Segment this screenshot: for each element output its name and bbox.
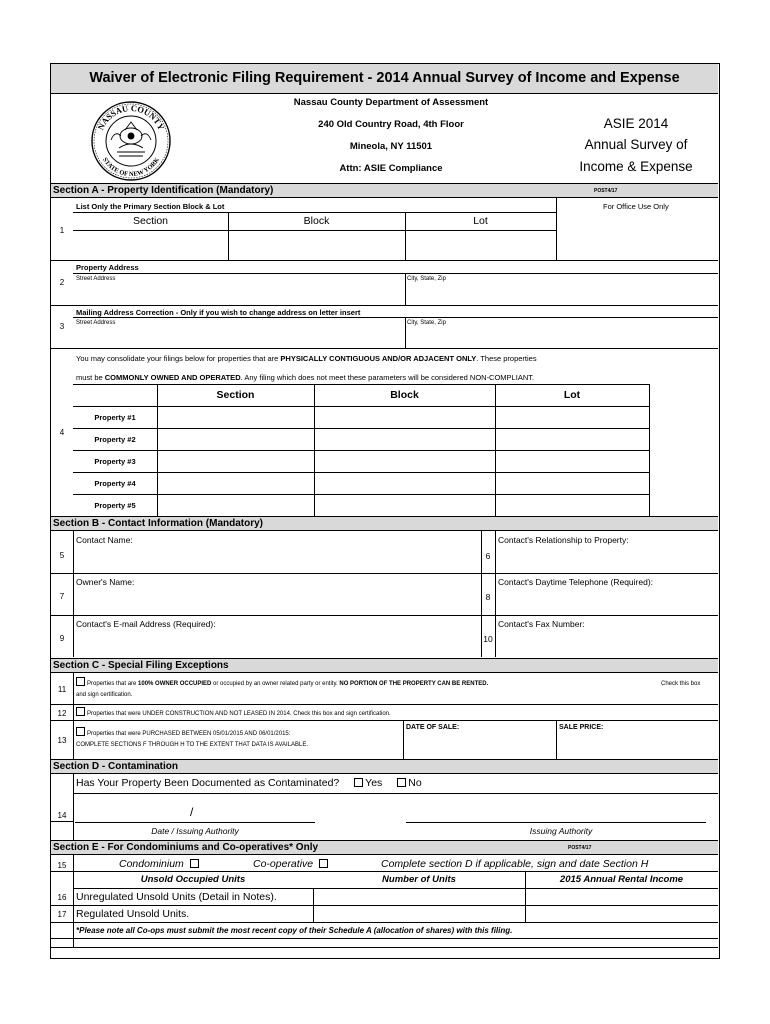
row-num-13: 13: [57, 736, 67, 745]
row-num-12: 12: [57, 709, 67, 718]
mailing-street-input[interactable]: [74, 328, 404, 347]
coop-schedule-note: *Please note all Co-ops must submit the most recent copy of their Schedule A (allocation of shares) with this filing.: [76, 926, 513, 935]
row-num-15: 15: [57, 861, 67, 870]
section-c-header: Section C - Special Filing Exceptions: [51, 658, 718, 673]
section-e-header: [51, 840, 718, 855]
consol-col-section: Section: [216, 389, 255, 401]
waiver-form: [50, 63, 720, 959]
issuing-authority-label: Issuing Authority: [529, 826, 593, 836]
post-code-a: POST4/17: [594, 188, 618, 194]
mailing-correction-label: Mailing Address Correction - Only if you wish to change address on letter insert: [76, 308, 361, 317]
property-address-label: Property Address: [76, 263, 139, 272]
condominium-option: Condominium: [119, 858, 201, 870]
sale-price-label: SALE PRICE:: [559, 724, 604, 731]
regulated-units-label: Regulated Unsold Units.: [76, 908, 190, 920]
purchased-line1: Properties that were PURCHASED BETWEEN 05/01/2015 AND 06/01/2015:: [76, 727, 290, 737]
date-slash: /: [190, 805, 194, 819]
property-city-input[interactable]: [406, 284, 717, 304]
daytime-phone-input[interactable]: [497, 588, 717, 615]
agency-city: Mineola, NY 11501: [349, 141, 433, 152]
property-label-5: Property #5: [94, 501, 136, 510]
section-b-header: Section B - Contact Information (Mandatory): [51, 516, 718, 531]
consolidate-text-line1: You may consolidate your filings below for properties that are PHYSICALLY CONTIGUOUS AND/OR ADJACENT ONLY. These properties: [76, 354, 537, 363]
owner-name-input[interactable]: [75, 588, 479, 615]
row-num-5: 5: [59, 551, 65, 560]
unregulated-count-input[interactable]: [314, 889, 524, 905]
property-label-4: Property #4: [94, 479, 136, 488]
property-label-2: Property #2: [94, 435, 136, 444]
section-input[interactable]: [74, 231, 227, 259]
row-num-4: 4: [59, 428, 65, 437]
fax-label: Contact's Fax Number:: [498, 619, 585, 629]
date-authority-label: Date / Issuing Authority: [151, 826, 239, 836]
row-num-9: 9: [59, 634, 65, 643]
condominium-checkbox[interactable]: [190, 859, 199, 868]
property-label-3: Property #3: [94, 457, 136, 466]
svg-text:NASSAU COUNTY: [95, 103, 166, 132]
seal-bottom-text: STATE OF NEW YORK: [101, 156, 161, 179]
lot-input[interactable]: [406, 231, 555, 259]
col-number-units: Number of Units: [382, 874, 456, 885]
row-num-11: 11: [57, 685, 67, 694]
regulated-income-input[interactable]: [526, 906, 717, 922]
svg-text:STATE OF NEW YORK: [101, 157, 161, 179]
contact-name-label: Contact Name:: [76, 535, 133, 545]
unregulated-income-input[interactable]: [526, 889, 717, 905]
form-title: Waiver of Electronic Filing Requirement - 2014 Annual Survey of Income and Expense: [51, 64, 718, 94]
agency-attn: Attn: ASIE Compliance: [339, 163, 443, 174]
under-construction-text: Properties that were UNDER CONSTRUCTION AND NOT LEASED IN 2014. Check this box and sign certification.: [76, 707, 391, 717]
asie-line1: ASIE 2014: [603, 116, 669, 131]
check-this-box-11: Check this box: [661, 681, 701, 687]
section-d-header: Section D - Contamination: [51, 759, 718, 774]
post-code-e: POST4/17: [568, 845, 592, 851]
contact-name-input[interactable]: [75, 546, 479, 573]
agency-name: Nassau County Department of Assessment: [293, 97, 489, 108]
contaminated-yes-checkbox[interactable]: [354, 778, 363, 787]
cooperative-checkbox[interactable]: [319, 859, 328, 868]
date-authority-input[interactable]: [75, 795, 315, 821]
street-address-label: Street Address: [76, 276, 116, 282]
city-state-zip-label: City, State, Zip: [407, 276, 446, 282]
date-of-sale-input[interactable]: [405, 734, 554, 758]
row-num-8: 8: [485, 592, 491, 602]
email-input[interactable]: [75, 630, 479, 657]
contaminated-no-checkbox[interactable]: [397, 778, 406, 787]
regulated-count-input[interactable]: [314, 906, 524, 922]
cooperative-option: Co-operative: [253, 858, 330, 870]
consolidate-text-line2: must be COMMONLY OWNED AND OPERATED. Any filing which does not meet these parameters will be considered NON-COMPLIANT.: [76, 373, 535, 382]
purchased-line2: COMPLETE SECTIONS F THROUGH H TO THE EXTENT THAT DATA IS AVAILABLE.: [76, 742, 309, 748]
office-use-label: For Office Use Only: [603, 202, 669, 211]
row-num-7: 7: [59, 592, 65, 601]
col-lot-label: Lot: [473, 215, 488, 227]
email-label: Contact's E-mail Address (Required):: [76, 619, 216, 629]
primary-sbl-instruction: List Only the Primary Section Block & Lot: [76, 202, 225, 211]
row-num-16: 16: [57, 893, 67, 902]
mailing-city-input[interactable]: [406, 328, 717, 347]
contamination-question: Has Your Property Been Documented as Contaminated? Yes No: [76, 777, 422, 789]
complete-section-note: Complete section D if applicable, sign and date Section H: [381, 858, 649, 870]
col-block-label: Block: [303, 215, 330, 227]
row-num-14: 14: [57, 811, 67, 820]
relationship-label: Contact's Relationship to Property:: [498, 535, 629, 545]
daytime-phone-label: Contact's Daytime Telephone (Required):: [498, 577, 654, 587]
section-a-title: Section A - Property Identification (Mandatory): [53, 185, 274, 196]
row-num-17: 17: [57, 910, 67, 919]
mailing-street-label: Street Address: [76, 320, 116, 326]
sign-certification-11: and sign certification.: [76, 692, 133, 698]
issuing-authority-input[interactable]: [406, 795, 717, 821]
row-num-2: 2: [59, 278, 65, 287]
property-label-1: Property #1: [94, 413, 136, 422]
unregulated-units-label: Unregulated Unsold Units (Detail in Notes).: [76, 891, 277, 903]
row-num-6: 6: [485, 551, 491, 561]
owner-occupied-line1: Properties that are 100% OWNER OCCUPIED or occupied by an owner related party or entity. NO PORTION OF THE PROPERTY CAN BE RENTED.: [76, 677, 488, 687]
fax-input[interactable]: [497, 630, 717, 657]
row-num-3: 3: [59, 322, 65, 331]
property-street-input[interactable]: [74, 284, 404, 304]
relationship-input[interactable]: [497, 546, 717, 573]
date-of-sale-label: DATE OF SALE:: [406, 724, 460, 731]
col-section-label: Section: [132, 215, 169, 227]
mailing-city-label: City, State, Zip: [407, 320, 446, 326]
row-num-10: 10: [483, 634, 493, 644]
section-e-title: Section E - For Condominiums and Co-operatives* Only: [53, 842, 319, 853]
asie-line3: Income & Expense: [579, 159, 693, 174]
block-input[interactable]: [229, 231, 404, 259]
section-a-header: [51, 183, 718, 198]
owner-occupied-checkbox[interactable]: [76, 677, 85, 686]
sale-price-input[interactable]: [558, 734, 717, 758]
asie-line2: Annual Survey of: [584, 137, 688, 152]
col-rental-income: 2015 Annual Rental Income: [559, 874, 684, 885]
purchased-checkbox[interactable]: [76, 727, 85, 736]
consol-col-lot: Lot: [563, 389, 581, 401]
agency-address: 240 Old Country Road, 4th Floor: [318, 119, 464, 130]
seal-top-text: NASSAU COUNTY: [95, 102, 167, 132]
under-construction-checkbox[interactable]: [76, 707, 85, 716]
consol-col-block: Block: [390, 389, 419, 401]
col-unsold-units: Unsold Occupied Units: [140, 874, 246, 885]
county-seal: [89, 100, 174, 182]
owner-name-label: Owner's Name:: [76, 577, 135, 587]
row-num-1: 1: [59, 226, 65, 235]
